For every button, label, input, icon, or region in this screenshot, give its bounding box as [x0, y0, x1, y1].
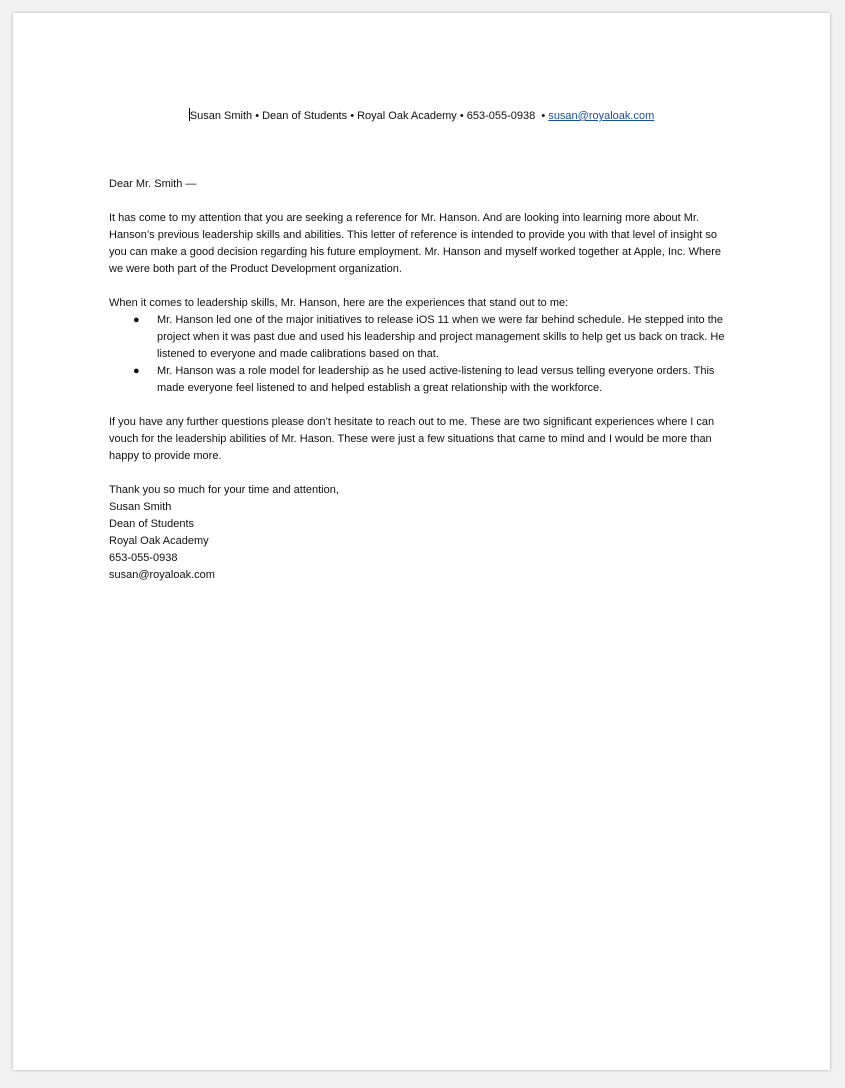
closing: Thank you so much for your time and attention,	[109, 484, 339, 496]
signature-title: Dean of Students	[109, 518, 195, 530]
list-item	[109, 312, 734, 363]
list-item	[109, 363, 734, 397]
signature-name: Susan Smith	[109, 501, 172, 513]
salutation: Dear Mr. Smith —	[109, 178, 197, 190]
header-separator: •	[459, 110, 464, 122]
header-separator: •	[541, 110, 546, 122]
letter-body	[109, 176, 734, 584]
bullet-icon: ●	[133, 365, 140, 377]
bullet-icon: ●	[133, 314, 140, 326]
list-item-text: Mr. Hanson was a role model for leadership as he used active-listening to lead versus telling everyone orders. This made everyone feel listened to and helped establish a great relationship with the workforce.	[157, 365, 715, 394]
paragraph-2-intro: When it comes to leadership skills, Mr. Hanson, here are the experiences that stand out to me:	[109, 297, 569, 309]
header-separator: •	[255, 110, 260, 122]
letterhead	[109, 108, 734, 125]
header-phone: 653-055-0938	[466, 110, 536, 122]
signature-school: Royal Oak Academy	[109, 535, 209, 547]
signature-email: susan@royaloak.com	[109, 569, 215, 581]
paragraph-3: If you have any further questions please don’t hesitate to reach out to me. These are two significant experiences where I can vouch for the leadership abilities of Mr. Hason. These were just a few situations that came to mind and I would be more than happy to provide more.	[109, 416, 715, 462]
signature-block	[109, 482, 734, 584]
header-separator: •	[350, 110, 355, 122]
header-title: Dean of Students	[262, 110, 348, 122]
document-page[interactable]	[13, 13, 830, 1070]
signature-phone: 653-055-0938	[109, 552, 178, 564]
list-item-text: Mr. Hanson led one of the major initiatives to release iOS 11 when we were far behind schedule. He stepped into the project when it was past due and used his leadership and project management skills to help get us back on track. He listened to everyone and made calibrations based on that.	[157, 314, 725, 360]
experience-list	[109, 312, 734, 397]
paragraph-1: It has come to my attention that you are seeking a reference for Mr. Hanson. And are looking into learning more about Mr. Hanson’s previous leadership skills and abilities. This letter of reference is intended to provide you with that level of insight so you can make a good decision regarding his future employment. Mr. Hanson and myself worked together at Apple, Inc. Where we were both part of the Product Development organization.	[109, 212, 722, 275]
header-email-link[interactable]: susan@royaloak.com	[548, 110, 655, 122]
header-name: Susan Smith	[189, 110, 253, 122]
header-school: Royal Oak Academy	[357, 110, 457, 122]
